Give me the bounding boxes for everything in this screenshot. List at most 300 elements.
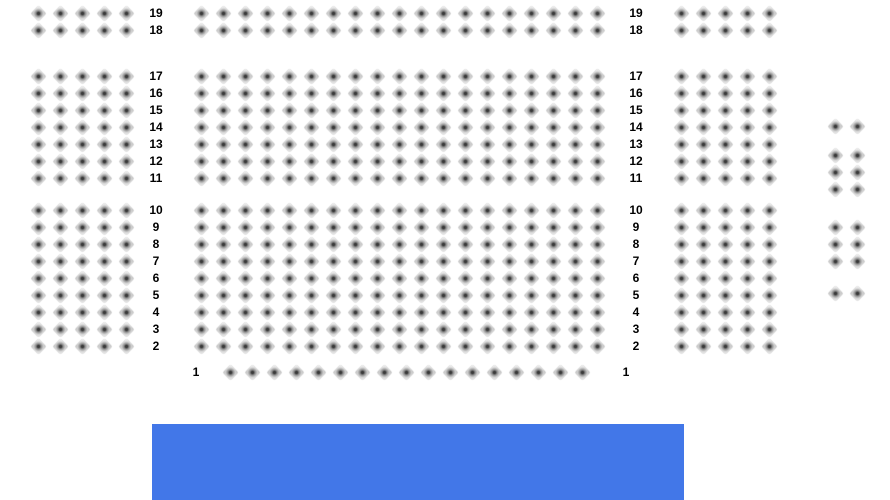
- seat[interactable]: [568, 322, 584, 338]
- seat[interactable]: [282, 171, 298, 187]
- seat[interactable]: [531, 365, 547, 381]
- seat[interactable]: [392, 69, 408, 85]
- seat[interactable]: [326, 103, 342, 119]
- seat[interactable]: [97, 237, 113, 253]
- seat[interactable]: [370, 237, 386, 253]
- seat[interactable]: [458, 339, 474, 355]
- seat[interactable]: [762, 339, 778, 355]
- seat[interactable]: [31, 23, 47, 39]
- seat[interactable]: [304, 6, 320, 22]
- seat[interactable]: [696, 154, 712, 170]
- seat[interactable]: [762, 23, 778, 39]
- seat[interactable]: [392, 305, 408, 321]
- seat[interactable]: [696, 171, 712, 187]
- seat[interactable]: [216, 305, 232, 321]
- seat[interactable]: [436, 120, 452, 136]
- seat[interactable]: [458, 322, 474, 338]
- seat[interactable]: [674, 120, 690, 136]
- seat[interactable]: [216, 23, 232, 39]
- seat[interactable]: [590, 220, 606, 236]
- seat[interactable]: [546, 322, 562, 338]
- seat[interactable]: [392, 271, 408, 287]
- seat[interactable]: [696, 339, 712, 355]
- seat[interactable]: [216, 271, 232, 287]
- seat[interactable]: [696, 6, 712, 22]
- seat[interactable]: [260, 137, 276, 153]
- seat[interactable]: [97, 322, 113, 338]
- seat[interactable]: [119, 69, 135, 85]
- seat[interactable]: [194, 86, 210, 102]
- seat[interactable]: [740, 6, 756, 22]
- seat[interactable]: [696, 322, 712, 338]
- seat[interactable]: [238, 254, 254, 270]
- seat[interactable]: [311, 365, 327, 381]
- seat[interactable]: [194, 220, 210, 236]
- seat[interactable]: [216, 339, 232, 355]
- seat[interactable]: [480, 305, 496, 321]
- seat[interactable]: [696, 203, 712, 219]
- seat[interactable]: [762, 69, 778, 85]
- seat[interactable]: [282, 220, 298, 236]
- seat[interactable]: [480, 288, 496, 304]
- seat[interactable]: [590, 103, 606, 119]
- seat[interactable]: [216, 69, 232, 85]
- seat[interactable]: [828, 220, 844, 236]
- seat[interactable]: [238, 322, 254, 338]
- seat[interactable]: [216, 288, 232, 304]
- seat[interactable]: [282, 86, 298, 102]
- seat[interactable]: [53, 6, 69, 22]
- seat[interactable]: [370, 220, 386, 236]
- seat[interactable]: [53, 322, 69, 338]
- seat[interactable]: [370, 6, 386, 22]
- seat[interactable]: [119, 271, 135, 287]
- seat[interactable]: [502, 237, 518, 253]
- seat[interactable]: [304, 288, 320, 304]
- seat[interactable]: [238, 6, 254, 22]
- seat[interactable]: [546, 120, 562, 136]
- seat[interactable]: [75, 271, 91, 287]
- seat[interactable]: [850, 237, 866, 253]
- seat[interactable]: [502, 137, 518, 153]
- seat[interactable]: [31, 271, 47, 287]
- seat[interactable]: [568, 220, 584, 236]
- seat[interactable]: [718, 254, 734, 270]
- seat[interactable]: [575, 365, 591, 381]
- seat[interactable]: [696, 23, 712, 39]
- seat[interactable]: [828, 254, 844, 270]
- seat[interactable]: [119, 86, 135, 102]
- seat[interactable]: [674, 86, 690, 102]
- seat[interactable]: [674, 137, 690, 153]
- seat[interactable]: [480, 339, 496, 355]
- seat[interactable]: [75, 103, 91, 119]
- seat[interactable]: [75, 6, 91, 22]
- seat[interactable]: [392, 23, 408, 39]
- seat[interactable]: [216, 171, 232, 187]
- seat[interactable]: [850, 165, 866, 181]
- seat[interactable]: [282, 154, 298, 170]
- seat[interactable]: [238, 137, 254, 153]
- seat[interactable]: [436, 271, 452, 287]
- seat[interactable]: [119, 154, 135, 170]
- seat[interactable]: [216, 254, 232, 270]
- seat[interactable]: [480, 23, 496, 39]
- seat[interactable]: [590, 171, 606, 187]
- seat[interactable]: [97, 288, 113, 304]
- seat[interactable]: [370, 154, 386, 170]
- seat[interactable]: [436, 6, 452, 22]
- seat[interactable]: [414, 288, 430, 304]
- seat[interactable]: [674, 154, 690, 170]
- seat[interactable]: [194, 23, 210, 39]
- seat[interactable]: [348, 23, 364, 39]
- seat[interactable]: [348, 6, 364, 22]
- seat[interactable]: [238, 237, 254, 253]
- seat[interactable]: [326, 339, 342, 355]
- seat[interactable]: [546, 69, 562, 85]
- seat[interactable]: [443, 365, 459, 381]
- seat[interactable]: [267, 365, 283, 381]
- seat[interactable]: [718, 322, 734, 338]
- seat[interactable]: [740, 69, 756, 85]
- seat[interactable]: [282, 237, 298, 253]
- seat[interactable]: [674, 288, 690, 304]
- seat[interactable]: [97, 120, 113, 136]
- seat[interactable]: [436, 171, 452, 187]
- seat[interactable]: [480, 137, 496, 153]
- seat[interactable]: [458, 305, 474, 321]
- seat[interactable]: [260, 103, 276, 119]
- seat[interactable]: [590, 237, 606, 253]
- seat[interactable]: [119, 120, 135, 136]
- seat[interactable]: [31, 103, 47, 119]
- seat[interactable]: [119, 305, 135, 321]
- seat[interactable]: [31, 137, 47, 153]
- seat[interactable]: [238, 305, 254, 321]
- seat[interactable]: [436, 103, 452, 119]
- seat[interactable]: [289, 365, 305, 381]
- seat[interactable]: [348, 271, 364, 287]
- seat[interactable]: [348, 305, 364, 321]
- seat[interactable]: [53, 86, 69, 102]
- seat[interactable]: [119, 23, 135, 39]
- seat[interactable]: [480, 203, 496, 219]
- seat[interactable]: [53, 120, 69, 136]
- seat[interactable]: [696, 103, 712, 119]
- seat[interactable]: [370, 86, 386, 102]
- seat[interactable]: [31, 171, 47, 187]
- seat[interactable]: [414, 86, 430, 102]
- seat[interactable]: [348, 203, 364, 219]
- seat[interactable]: [850, 148, 866, 164]
- seat[interactable]: [502, 154, 518, 170]
- seat[interactable]: [502, 305, 518, 321]
- seat[interactable]: [568, 237, 584, 253]
- seat[interactable]: [260, 69, 276, 85]
- seat[interactable]: [260, 254, 276, 270]
- seat[interactable]: [216, 86, 232, 102]
- seat[interactable]: [282, 6, 298, 22]
- seat[interactable]: [696, 237, 712, 253]
- seat[interactable]: [524, 120, 540, 136]
- seat[interactable]: [75, 339, 91, 355]
- seat[interactable]: [97, 69, 113, 85]
- seat[interactable]: [238, 288, 254, 304]
- seat[interactable]: [392, 237, 408, 253]
- seat[interactable]: [304, 23, 320, 39]
- seat[interactable]: [458, 86, 474, 102]
- seat[interactable]: [245, 365, 261, 381]
- seat[interactable]: [282, 69, 298, 85]
- seat[interactable]: [260, 120, 276, 136]
- seat[interactable]: [502, 271, 518, 287]
- seat[interactable]: [718, 288, 734, 304]
- seat[interactable]: [53, 254, 69, 270]
- seat[interactable]: [414, 6, 430, 22]
- seat[interactable]: [590, 305, 606, 321]
- seat[interactable]: [414, 237, 430, 253]
- seat[interactable]: [304, 254, 320, 270]
- seat[interactable]: [326, 237, 342, 253]
- seat[interactable]: [97, 86, 113, 102]
- seat[interactable]: [674, 69, 690, 85]
- seat[interactable]: [502, 103, 518, 119]
- seat[interactable]: [546, 271, 562, 287]
- seat[interactable]: [718, 305, 734, 321]
- seat[interactable]: [304, 203, 320, 219]
- seat[interactable]: [348, 120, 364, 136]
- seat[interactable]: [282, 288, 298, 304]
- seat[interactable]: [348, 137, 364, 153]
- seat[interactable]: [119, 322, 135, 338]
- seat[interactable]: [370, 171, 386, 187]
- seat[interactable]: [31, 6, 47, 22]
- seat[interactable]: [590, 339, 606, 355]
- seat[interactable]: [740, 154, 756, 170]
- seat[interactable]: [718, 120, 734, 136]
- seat[interactable]: [828, 148, 844, 164]
- seat[interactable]: [414, 23, 430, 39]
- seat[interactable]: [436, 203, 452, 219]
- seat[interactable]: [458, 203, 474, 219]
- seat[interactable]: [31, 120, 47, 136]
- seat[interactable]: [458, 271, 474, 287]
- seat[interactable]: [97, 203, 113, 219]
- seat[interactable]: [75, 288, 91, 304]
- seat[interactable]: [282, 120, 298, 136]
- seat[interactable]: [524, 254, 540, 270]
- seat[interactable]: [392, 288, 408, 304]
- seat[interactable]: [223, 365, 239, 381]
- seat[interactable]: [194, 154, 210, 170]
- seat[interactable]: [414, 271, 430, 287]
- seat[interactable]: [348, 322, 364, 338]
- seat[interactable]: [553, 365, 569, 381]
- seat[interactable]: [568, 23, 584, 39]
- seat[interactable]: [718, 69, 734, 85]
- seat[interactable]: [53, 23, 69, 39]
- seat[interactable]: [524, 69, 540, 85]
- seat[interactable]: [216, 322, 232, 338]
- seat[interactable]: [546, 103, 562, 119]
- seat[interactable]: [546, 171, 562, 187]
- seat[interactable]: [304, 120, 320, 136]
- seat[interactable]: [53, 69, 69, 85]
- seat[interactable]: [238, 103, 254, 119]
- seat[interactable]: [502, 288, 518, 304]
- seat[interactable]: [53, 271, 69, 287]
- seat[interactable]: [326, 23, 342, 39]
- seat[interactable]: [568, 154, 584, 170]
- seat[interactable]: [436, 322, 452, 338]
- seat[interactable]: [740, 254, 756, 270]
- seat[interactable]: [282, 23, 298, 39]
- seat[interactable]: [216, 220, 232, 236]
- seat[interactable]: [762, 154, 778, 170]
- seat[interactable]: [399, 365, 415, 381]
- seat[interactable]: [392, 339, 408, 355]
- seat[interactable]: [348, 254, 364, 270]
- seat[interactable]: [524, 154, 540, 170]
- seat[interactable]: [436, 86, 452, 102]
- seat[interactable]: [480, 237, 496, 253]
- seat[interactable]: [762, 322, 778, 338]
- seat[interactable]: [326, 271, 342, 287]
- seat[interactable]: [31, 154, 47, 170]
- seat[interactable]: [674, 339, 690, 355]
- seat[interactable]: [718, 220, 734, 236]
- seat[interactable]: [696, 305, 712, 321]
- seat[interactable]: [392, 171, 408, 187]
- seat[interactable]: [718, 154, 734, 170]
- seat[interactable]: [348, 220, 364, 236]
- seat[interactable]: [524, 171, 540, 187]
- seat[interactable]: [502, 322, 518, 338]
- seat[interactable]: [348, 339, 364, 355]
- seat[interactable]: [458, 137, 474, 153]
- seat[interactable]: [502, 86, 518, 102]
- seat[interactable]: [524, 203, 540, 219]
- seat[interactable]: [304, 171, 320, 187]
- seat[interactable]: [740, 103, 756, 119]
- seat[interactable]: [282, 339, 298, 355]
- seat[interactable]: [740, 120, 756, 136]
- seat[interactable]: [238, 86, 254, 102]
- seat[interactable]: [260, 288, 276, 304]
- seat[interactable]: [762, 254, 778, 270]
- seat[interactable]: [31, 339, 47, 355]
- seat[interactable]: [568, 6, 584, 22]
- seat[interactable]: [75, 154, 91, 170]
- seat[interactable]: [436, 220, 452, 236]
- seat[interactable]: [568, 86, 584, 102]
- seat[interactable]: [97, 137, 113, 153]
- seat[interactable]: [524, 23, 540, 39]
- seat[interactable]: [568, 137, 584, 153]
- seat[interactable]: [260, 305, 276, 321]
- seat[interactable]: [194, 237, 210, 253]
- seat[interactable]: [502, 171, 518, 187]
- seat[interactable]: [740, 339, 756, 355]
- seat[interactable]: [762, 237, 778, 253]
- seat[interactable]: [568, 305, 584, 321]
- seat[interactable]: [392, 103, 408, 119]
- seat[interactable]: [97, 171, 113, 187]
- seat[interactable]: [53, 171, 69, 187]
- seat[interactable]: [674, 103, 690, 119]
- seat[interactable]: [414, 339, 430, 355]
- seat[interactable]: [370, 322, 386, 338]
- seat[interactable]: [674, 220, 690, 236]
- seat[interactable]: [75, 254, 91, 270]
- seat[interactable]: [850, 182, 866, 198]
- seat[interactable]: [828, 286, 844, 302]
- seat[interactable]: [421, 365, 437, 381]
- seat[interactable]: [740, 288, 756, 304]
- seat[interactable]: [370, 305, 386, 321]
- seat[interactable]: [762, 6, 778, 22]
- seat[interactable]: [119, 220, 135, 236]
- seat[interactable]: [326, 171, 342, 187]
- seat[interactable]: [502, 6, 518, 22]
- seat[interactable]: [718, 86, 734, 102]
- seat[interactable]: [326, 220, 342, 236]
- seat[interactable]: [282, 137, 298, 153]
- seat[interactable]: [590, 69, 606, 85]
- seat[interactable]: [75, 120, 91, 136]
- seat[interactable]: [546, 86, 562, 102]
- seat[interactable]: [524, 339, 540, 355]
- seat[interactable]: [674, 237, 690, 253]
- seat[interactable]: [718, 339, 734, 355]
- seat[interactable]: [458, 154, 474, 170]
- seat[interactable]: [31, 254, 47, 270]
- seat[interactable]: [740, 203, 756, 219]
- seat[interactable]: [436, 154, 452, 170]
- seat[interactable]: [414, 305, 430, 321]
- seat[interactable]: [524, 322, 540, 338]
- seat[interactable]: [524, 86, 540, 102]
- seat[interactable]: [436, 137, 452, 153]
- seat[interactable]: [458, 23, 474, 39]
- seat[interactable]: [326, 288, 342, 304]
- seat[interactable]: [238, 23, 254, 39]
- seat[interactable]: [502, 220, 518, 236]
- seat[interactable]: [590, 288, 606, 304]
- seat[interactable]: [355, 365, 371, 381]
- seat[interactable]: [304, 339, 320, 355]
- seat[interactable]: [119, 137, 135, 153]
- seat[interactable]: [119, 339, 135, 355]
- seat[interactable]: [465, 365, 481, 381]
- seat[interactable]: [480, 6, 496, 22]
- seat[interactable]: [696, 120, 712, 136]
- seat[interactable]: [524, 305, 540, 321]
- seat[interactable]: [97, 271, 113, 287]
- seat[interactable]: [216, 237, 232, 253]
- seat[interactable]: [119, 103, 135, 119]
- seat[interactable]: [53, 339, 69, 355]
- seat[interactable]: [370, 23, 386, 39]
- seat[interactable]: [304, 103, 320, 119]
- seat[interactable]: [326, 254, 342, 270]
- seat[interactable]: [31, 237, 47, 253]
- seat[interactable]: [674, 203, 690, 219]
- seat[interactable]: [304, 154, 320, 170]
- seat[interactable]: [436, 237, 452, 253]
- seat[interactable]: [348, 103, 364, 119]
